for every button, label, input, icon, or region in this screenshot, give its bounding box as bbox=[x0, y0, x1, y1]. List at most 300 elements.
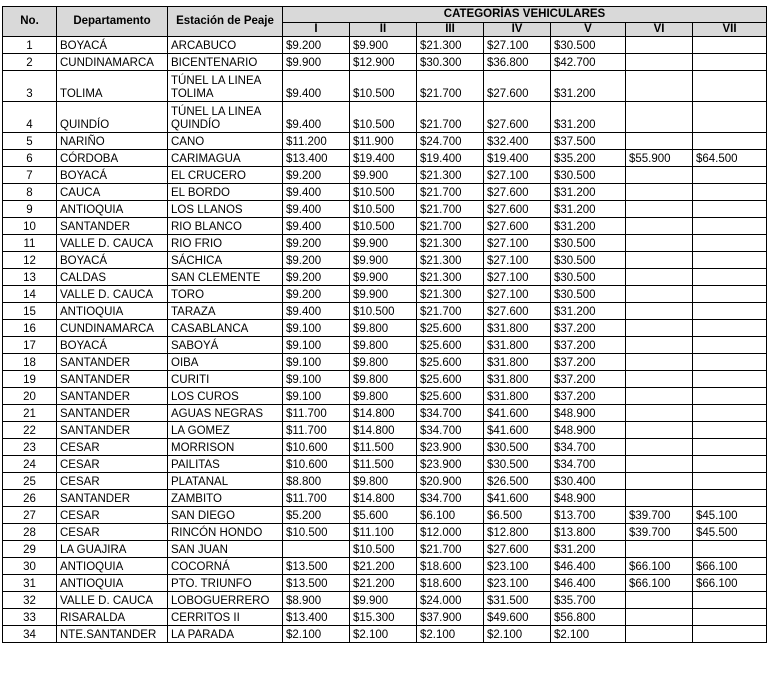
row-price-category-6 bbox=[626, 626, 693, 643]
row-number: 8 bbox=[3, 184, 57, 201]
row-price-category-4: $31.500 bbox=[484, 592, 551, 609]
row-estacion: RIO FRIO bbox=[168, 235, 283, 252]
row-price-category-3: $34.700 bbox=[417, 490, 484, 507]
row-price-category-2: $12.900 bbox=[350, 54, 417, 71]
row-departamento: SANTANDER bbox=[57, 354, 168, 371]
row-price-category-1: $9.100 bbox=[283, 388, 350, 405]
header-no: No. bbox=[3, 7, 57, 37]
row-departamento: CUNDINAMARCA bbox=[57, 320, 168, 337]
row-departamento: ANTIOQUIA bbox=[57, 575, 168, 592]
row-price-category-6 bbox=[626, 303, 693, 320]
row-price-category-7 bbox=[693, 252, 767, 269]
row-estacion: CANO bbox=[168, 133, 283, 150]
row-price-category-6 bbox=[626, 269, 693, 286]
row-number: 15 bbox=[3, 303, 57, 320]
row-price-category-7 bbox=[693, 388, 767, 405]
row-estacion: LOS LLANOS bbox=[168, 201, 283, 218]
row-price-category-3: $21.300 bbox=[417, 269, 484, 286]
row-number: 9 bbox=[3, 201, 57, 218]
row-estacion: AGUAS NEGRAS bbox=[168, 405, 283, 422]
row-price-category-2: $9.900 bbox=[350, 235, 417, 252]
row-price-category-5: $34.700 bbox=[551, 439, 626, 456]
row-estacion: OIBA bbox=[168, 354, 283, 371]
row-price-category-3: $20.900 bbox=[417, 473, 484, 490]
row-price-category-5: $13.800 bbox=[551, 524, 626, 541]
row-departamento: CESAR bbox=[57, 456, 168, 473]
row-price-category-1 bbox=[283, 541, 350, 558]
row-price-category-2: $9.900 bbox=[350, 37, 417, 54]
row-price-category-3: $21.700 bbox=[417, 201, 484, 218]
row-price-category-3: $12.000 bbox=[417, 524, 484, 541]
row-departamento: CÓRDOBA bbox=[57, 150, 168, 167]
row-price-category-6 bbox=[626, 71, 693, 102]
row-price-category-4: $27.100 bbox=[484, 37, 551, 54]
row-price-category-6: $66.100 bbox=[626, 575, 693, 592]
row-price-category-4: $27.100 bbox=[484, 167, 551, 184]
row-price-category-3: $30.300 bbox=[417, 54, 484, 71]
row-price-category-1: $9.100 bbox=[283, 354, 350, 371]
header-category-7: VII bbox=[693, 23, 767, 37]
row-price-category-2: $9.900 bbox=[350, 269, 417, 286]
row-price-category-1: $9.400 bbox=[283, 201, 350, 218]
row-price-category-5: $37.200 bbox=[551, 354, 626, 371]
row-price-category-3: $25.600 bbox=[417, 371, 484, 388]
row-price-category-2: $14.800 bbox=[350, 422, 417, 439]
row-departamento: VALLE D. CAUCA bbox=[57, 592, 168, 609]
row-price-category-7 bbox=[693, 422, 767, 439]
row-departamento: BOYACÁ bbox=[57, 252, 168, 269]
row-price-category-6 bbox=[626, 133, 693, 150]
row-price-category-5: $2.100 bbox=[551, 626, 626, 643]
row-number: 22 bbox=[3, 422, 57, 439]
table-row bbox=[3, 201, 767, 218]
table-row bbox=[3, 626, 767, 643]
row-price-category-4: $19.400 bbox=[484, 150, 551, 167]
row-price-category-1: $9.400 bbox=[283, 218, 350, 235]
row-price-category-4: $36.800 bbox=[484, 54, 551, 71]
row-price-category-2: $19.400 bbox=[350, 150, 417, 167]
row-price-category-3: $25.600 bbox=[417, 320, 484, 337]
row-price-category-1: $2.100 bbox=[283, 626, 350, 643]
row-price-category-5: $30.500 bbox=[551, 252, 626, 269]
row-price-category-4: $31.800 bbox=[484, 371, 551, 388]
row-price-category-5: $31.200 bbox=[551, 102, 626, 133]
row-price-category-1: $11.700 bbox=[283, 422, 350, 439]
row-price-category-1: $5.200 bbox=[283, 507, 350, 524]
row-price-category-4: $27.600 bbox=[484, 218, 551, 235]
row-departamento: ANTIOQUIA bbox=[57, 201, 168, 218]
row-estacion: CASABLANCA bbox=[168, 320, 283, 337]
row-price-category-4: $41.600 bbox=[484, 422, 551, 439]
row-price-category-7: $45.100 bbox=[693, 507, 767, 524]
row-price-category-3: $23.900 bbox=[417, 439, 484, 456]
row-price-category-7 bbox=[693, 286, 767, 303]
row-number: 14 bbox=[3, 286, 57, 303]
row-departamento: CUNDINAMARCA bbox=[57, 54, 168, 71]
row-price-category-6 bbox=[626, 337, 693, 354]
table-row bbox=[3, 592, 767, 609]
row-number: 11 bbox=[3, 235, 57, 252]
table-header bbox=[3, 7, 767, 37]
row-price-category-4: $31.800 bbox=[484, 320, 551, 337]
row-price-category-2: $11.500 bbox=[350, 439, 417, 456]
row-price-category-3: $34.700 bbox=[417, 405, 484, 422]
row-price-category-2: $9.800 bbox=[350, 388, 417, 405]
row-departamento: SANTANDER bbox=[57, 218, 168, 235]
row-price-category-6 bbox=[626, 592, 693, 609]
row-price-category-4: $41.600 bbox=[484, 405, 551, 422]
row-estacion: PAILITAS bbox=[168, 456, 283, 473]
row-departamento: SANTANDER bbox=[57, 371, 168, 388]
row-estacion: BICENTENARIO bbox=[168, 54, 283, 71]
row-price-category-6 bbox=[626, 371, 693, 388]
row-departamento: CESAR bbox=[57, 473, 168, 490]
row-price-category-2: $21.200 bbox=[350, 558, 417, 575]
row-price-category-2: $11.100 bbox=[350, 524, 417, 541]
row-estacion: CARIMAGUA bbox=[168, 150, 283, 167]
row-estacion: SAN DIEGO bbox=[168, 507, 283, 524]
row-price-category-6 bbox=[626, 37, 693, 54]
row-departamento: NARIÑO bbox=[57, 133, 168, 150]
row-price-category-5: $37.200 bbox=[551, 388, 626, 405]
row-price-category-1: $9.400 bbox=[283, 71, 350, 102]
row-price-category-3: $19.400 bbox=[417, 150, 484, 167]
row-estacion: CURITI bbox=[168, 371, 283, 388]
row-price-category-1: $13.500 bbox=[283, 575, 350, 592]
row-price-category-6 bbox=[626, 54, 693, 71]
header-category-2: II bbox=[350, 23, 417, 37]
row-price-category-6 bbox=[626, 184, 693, 201]
row-price-category-3: $37.900 bbox=[417, 609, 484, 626]
row-price-category-6 bbox=[626, 541, 693, 558]
row-departamento: SANTANDER bbox=[57, 405, 168, 422]
table-row bbox=[3, 388, 767, 405]
row-departamento: BOYACÁ bbox=[57, 167, 168, 184]
row-price-category-4: $32.400 bbox=[484, 133, 551, 150]
row-price-category-3: $21.300 bbox=[417, 235, 484, 252]
table-row bbox=[3, 218, 767, 235]
row-price-category-2: $9.900 bbox=[350, 167, 417, 184]
header-category-5: V bbox=[551, 23, 626, 37]
row-price-category-1: $9.200 bbox=[283, 167, 350, 184]
row-price-category-6 bbox=[626, 456, 693, 473]
row-price-category-2: $10.500 bbox=[350, 541, 417, 558]
row-price-category-1: $9.200 bbox=[283, 235, 350, 252]
table-row bbox=[3, 524, 767, 541]
row-price-category-6 bbox=[626, 235, 693, 252]
row-number: 19 bbox=[3, 371, 57, 388]
row-price-category-6 bbox=[626, 405, 693, 422]
row-price-category-4: $6.500 bbox=[484, 507, 551, 524]
row-departamento: RISARALDA bbox=[57, 609, 168, 626]
header-departamento: Departamento bbox=[57, 7, 168, 37]
row-price-category-7 bbox=[693, 269, 767, 286]
row-price-category-2: $10.500 bbox=[350, 71, 417, 102]
table-row bbox=[3, 405, 767, 422]
row-departamento: NTE.SANTANDER bbox=[57, 626, 168, 643]
row-price-category-4: $12.800 bbox=[484, 524, 551, 541]
header-category-3: III bbox=[417, 23, 484, 37]
row-price-category-5: $31.200 bbox=[551, 201, 626, 218]
row-price-category-2: $10.500 bbox=[350, 184, 417, 201]
row-price-category-5: $30.500 bbox=[551, 235, 626, 252]
row-price-category-1: $13.400 bbox=[283, 609, 350, 626]
row-price-category-7 bbox=[693, 337, 767, 354]
row-number: 27 bbox=[3, 507, 57, 524]
header-categorias: CATEGORÍAS VEHICULARES bbox=[283, 7, 767, 23]
row-price-category-5: $31.200 bbox=[551, 303, 626, 320]
table-row bbox=[3, 507, 767, 524]
row-price-category-2: $15.300 bbox=[350, 609, 417, 626]
row-price-category-5: $37.200 bbox=[551, 320, 626, 337]
row-estacion: LOS CUROS bbox=[168, 388, 283, 405]
row-number: 30 bbox=[3, 558, 57, 575]
row-departamento: LA GUAJIRA bbox=[57, 541, 168, 558]
row-price-category-3: $34.700 bbox=[417, 422, 484, 439]
row-number: 25 bbox=[3, 473, 57, 490]
row-departamento: SANTANDER bbox=[57, 422, 168, 439]
row-estacion: CERRITOS II bbox=[168, 609, 283, 626]
row-estacion: MORRISON bbox=[168, 439, 283, 456]
row-departamento: VALLE D. CAUCA bbox=[57, 286, 168, 303]
row-price-category-1: $13.500 bbox=[283, 558, 350, 575]
row-price-category-6 bbox=[626, 473, 693, 490]
table-row bbox=[3, 150, 767, 167]
row-number: 33 bbox=[3, 609, 57, 626]
row-number: 26 bbox=[3, 490, 57, 507]
row-estacion: LA GOMEZ bbox=[168, 422, 283, 439]
row-estacion: COCORNÁ bbox=[168, 558, 283, 575]
row-price-category-7 bbox=[693, 405, 767, 422]
row-departamento: SANTANDER bbox=[57, 490, 168, 507]
row-price-category-1: $9.900 bbox=[283, 54, 350, 71]
row-price-category-3: $21.300 bbox=[417, 167, 484, 184]
row-price-category-3: $21.700 bbox=[417, 184, 484, 201]
row-price-category-5: $35.700 bbox=[551, 592, 626, 609]
row-price-category-7 bbox=[693, 133, 767, 150]
table-row bbox=[3, 490, 767, 507]
row-price-category-4: $30.500 bbox=[484, 439, 551, 456]
row-number: 17 bbox=[3, 337, 57, 354]
row-price-category-7 bbox=[693, 371, 767, 388]
row-price-category-7 bbox=[693, 218, 767, 235]
header-category-1: I bbox=[283, 23, 350, 37]
row-number: 5 bbox=[3, 133, 57, 150]
row-price-category-5: $48.900 bbox=[551, 490, 626, 507]
row-price-category-4: $27.600 bbox=[484, 184, 551, 201]
row-price-category-7 bbox=[693, 541, 767, 558]
row-price-category-2: $2.100 bbox=[350, 626, 417, 643]
row-departamento: CESAR bbox=[57, 507, 168, 524]
table-row bbox=[3, 541, 767, 558]
row-price-category-5: $37.500 bbox=[551, 133, 626, 150]
row-price-category-3: $24.000 bbox=[417, 592, 484, 609]
row-number: 28 bbox=[3, 524, 57, 541]
row-estacion: TÚNEL LA LINEA TOLIMA bbox=[168, 71, 283, 102]
table-row bbox=[3, 235, 767, 252]
row-departamento: TOLIMA bbox=[57, 71, 168, 102]
row-price-category-4: $26.500 bbox=[484, 473, 551, 490]
row-estacion: TARAZA bbox=[168, 303, 283, 320]
row-price-category-5: $30.500 bbox=[551, 269, 626, 286]
table-row bbox=[3, 286, 767, 303]
row-price-category-6: $55.900 bbox=[626, 150, 693, 167]
row-price-category-7: $66.100 bbox=[693, 575, 767, 592]
row-price-category-6: $39.700 bbox=[626, 524, 693, 541]
row-price-category-2: $9.800 bbox=[350, 371, 417, 388]
row-price-category-4: $41.600 bbox=[484, 490, 551, 507]
row-departamento: VALLE D. CAUCA bbox=[57, 235, 168, 252]
row-price-category-2: $10.500 bbox=[350, 218, 417, 235]
row-price-category-4: $49.600 bbox=[484, 609, 551, 626]
row-price-category-2: $10.500 bbox=[350, 102, 417, 133]
row-departamento: BOYACÁ bbox=[57, 37, 168, 54]
row-number: 31 bbox=[3, 575, 57, 592]
row-price-category-4: $27.600 bbox=[484, 303, 551, 320]
row-price-category-2: $14.800 bbox=[350, 490, 417, 507]
row-price-category-6 bbox=[626, 439, 693, 456]
row-price-category-4: $30.500 bbox=[484, 456, 551, 473]
row-departamento: BOYACÁ bbox=[57, 337, 168, 354]
row-price-category-2: $11.500 bbox=[350, 456, 417, 473]
row-price-category-7 bbox=[693, 71, 767, 102]
row-price-category-7 bbox=[693, 439, 767, 456]
row-departamento: CALDAS bbox=[57, 269, 168, 286]
row-price-category-3: $21.300 bbox=[417, 37, 484, 54]
row-price-category-6 bbox=[626, 388, 693, 405]
row-number: 32 bbox=[3, 592, 57, 609]
row-price-category-1: $10.600 bbox=[283, 456, 350, 473]
row-price-category-6 bbox=[626, 609, 693, 626]
row-number: 29 bbox=[3, 541, 57, 558]
row-departamento: CESAR bbox=[57, 439, 168, 456]
row-price-category-5: $34.700 bbox=[551, 456, 626, 473]
row-departamento: CAUCA bbox=[57, 184, 168, 201]
table-row bbox=[3, 320, 767, 337]
row-price-category-5: $56.800 bbox=[551, 609, 626, 626]
table-row bbox=[3, 102, 767, 133]
table-row bbox=[3, 337, 767, 354]
row-price-category-4: $27.100 bbox=[484, 252, 551, 269]
row-price-category-7 bbox=[693, 490, 767, 507]
row-price-category-2: $9.800 bbox=[350, 473, 417, 490]
row-price-category-3: $23.900 bbox=[417, 456, 484, 473]
row-price-category-6 bbox=[626, 422, 693, 439]
row-estacion: ARCABUCO bbox=[168, 37, 283, 54]
row-price-category-3: $21.300 bbox=[417, 286, 484, 303]
table-row bbox=[3, 558, 767, 575]
row-estacion: EL BORDO bbox=[168, 184, 283, 201]
table-row bbox=[3, 303, 767, 320]
row-price-category-5: $42.700 bbox=[551, 54, 626, 71]
row-price-category-3: $21.700 bbox=[417, 71, 484, 102]
table-row bbox=[3, 354, 767, 371]
row-estacion: SÁCHICA bbox=[168, 252, 283, 269]
row-price-category-3: $25.600 bbox=[417, 388, 484, 405]
row-number: 7 bbox=[3, 167, 57, 184]
row-departamento: ANTIOQUIA bbox=[57, 303, 168, 320]
row-price-category-6: $39.700 bbox=[626, 507, 693, 524]
row-departamento: ANTIOQUIA bbox=[57, 558, 168, 575]
row-price-category-7 bbox=[693, 609, 767, 626]
row-price-category-4: $23.100 bbox=[484, 575, 551, 592]
table-row bbox=[3, 371, 767, 388]
row-price-category-7 bbox=[693, 303, 767, 320]
row-price-category-2: $9.800 bbox=[350, 337, 417, 354]
row-price-category-4: $27.600 bbox=[484, 201, 551, 218]
row-price-category-4: $31.800 bbox=[484, 388, 551, 405]
row-price-category-4: $27.600 bbox=[484, 541, 551, 558]
row-estacion: LOBOGUERRERO bbox=[168, 592, 283, 609]
header-estacion: Estación de Peaje bbox=[168, 7, 283, 37]
row-price-category-5: $30.500 bbox=[551, 37, 626, 54]
row-price-category-2: $11.900 bbox=[350, 133, 417, 150]
row-number: 13 bbox=[3, 269, 57, 286]
row-number: 4 bbox=[3, 102, 57, 133]
row-price-category-1: $9.200 bbox=[283, 269, 350, 286]
table-row bbox=[3, 575, 767, 592]
row-price-category-6 bbox=[626, 354, 693, 371]
row-price-category-7: $45.500 bbox=[693, 524, 767, 541]
table-row bbox=[3, 439, 767, 456]
header-category-4: IV bbox=[484, 23, 551, 37]
row-price-category-1: $9.100 bbox=[283, 337, 350, 354]
row-price-category-4: $27.100 bbox=[484, 269, 551, 286]
row-price-category-1: $9.400 bbox=[283, 303, 350, 320]
row-estacion: LA PARADA bbox=[168, 626, 283, 643]
row-number: 1 bbox=[3, 37, 57, 54]
row-estacion: SAN CLEMENTE bbox=[168, 269, 283, 286]
row-price-category-7 bbox=[693, 102, 767, 133]
row-estacion: ZAMBITO bbox=[168, 490, 283, 507]
row-price-category-3: $21.700 bbox=[417, 102, 484, 133]
table-row bbox=[3, 422, 767, 439]
row-price-category-2: $9.900 bbox=[350, 286, 417, 303]
row-price-category-5: $31.200 bbox=[551, 218, 626, 235]
row-number: 21 bbox=[3, 405, 57, 422]
row-price-category-3: $6.100 bbox=[417, 507, 484, 524]
row-price-category-7 bbox=[693, 320, 767, 337]
row-price-category-1: $9.400 bbox=[283, 184, 350, 201]
row-estacion: PTO. TRIUNFO bbox=[168, 575, 283, 592]
row-price-category-5: $46.400 bbox=[551, 558, 626, 575]
row-estacion: SAN JUAN bbox=[168, 541, 283, 558]
row-number: 6 bbox=[3, 150, 57, 167]
row-price-category-3: $21.700 bbox=[417, 303, 484, 320]
row-price-category-1: $10.600 bbox=[283, 439, 350, 456]
table-row bbox=[3, 133, 767, 150]
row-price-category-1: $10.500 bbox=[283, 524, 350, 541]
row-price-category-2: $9.900 bbox=[350, 592, 417, 609]
row-price-category-4: $23.100 bbox=[484, 558, 551, 575]
row-estacion: TÚNEL LA LINEA QUINDÍO bbox=[168, 102, 283, 133]
row-price-category-6 bbox=[626, 201, 693, 218]
table-row bbox=[3, 252, 767, 269]
row-price-category-4: $27.100 bbox=[484, 235, 551, 252]
table-body bbox=[3, 37, 767, 643]
table-row bbox=[3, 473, 767, 490]
row-price-category-4: $27.100 bbox=[484, 286, 551, 303]
row-price-category-7 bbox=[693, 592, 767, 609]
row-price-category-5: $37.200 bbox=[551, 371, 626, 388]
row-price-category-5: $35.200 bbox=[551, 150, 626, 167]
row-price-category-6 bbox=[626, 490, 693, 507]
row-number: 34 bbox=[3, 626, 57, 643]
row-price-category-6 bbox=[626, 252, 693, 269]
row-price-category-7 bbox=[693, 626, 767, 643]
row-price-category-4: $2.100 bbox=[484, 626, 551, 643]
row-price-category-2: $21.200 bbox=[350, 575, 417, 592]
